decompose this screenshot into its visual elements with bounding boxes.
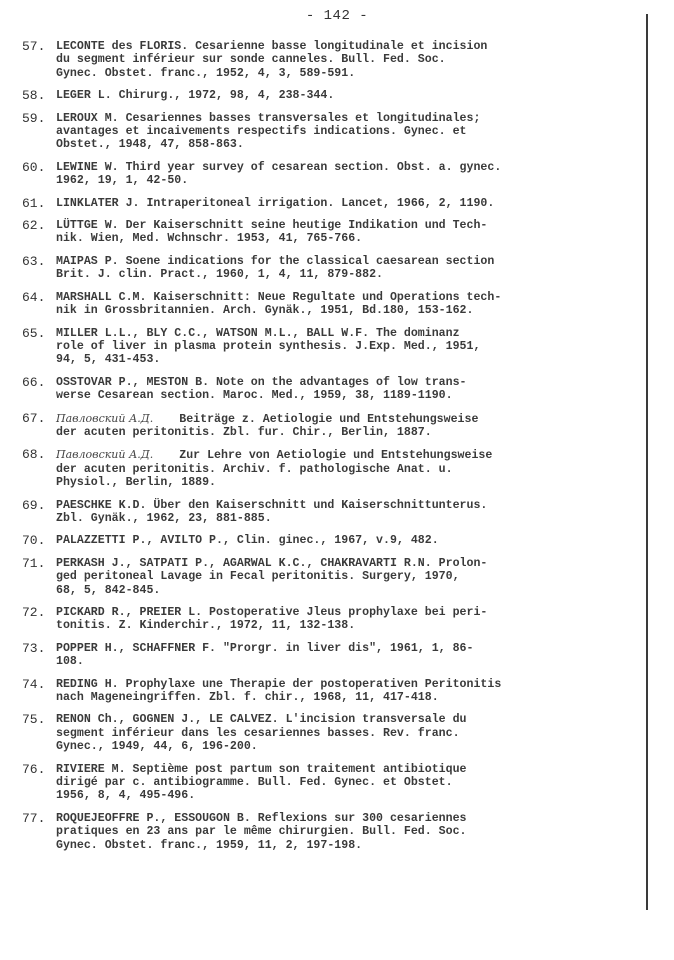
citation-text: LINKLATER J. Intraperitoneal irrigation. Lancet, 1966, 2, 1190.: [56, 196, 495, 210]
citation-text: REDING H. Prophylaxe une Therapie der postoperativen Peritonitis nach Mageneingriffen. Zbl. f. chir., 1968, 11, 417-418.: [56, 677, 502, 705]
entry-number: 77.: [22, 810, 46, 826]
entry-number: 65.: [22, 325, 46, 341]
citation-text: LEROUX M. Cesariennes basses transversales et longitudinales; avantages et incaivements respectifs indications. Gynec. et Obstet., 1948, 47, 858-863.: [56, 111, 481, 152]
handwritten-author: Павловский А.Д.: [56, 411, 154, 425]
entry-citation: [56, 112, 648, 152]
citation-text: MARSHALL C.M. Kaiserschnitt: Neue Regultate und Operations tech- nik in Grossbritannien. Arch. Gynäk., 1951, Bd.180, 153-162.: [56, 290, 502, 318]
citation-text: PERKASH J., SATPATI P., AGARWAL K.C., CHAKRAVARTI R.N. Prolon- ged peritoneal Lavage in Fecal peritonitis. Surgery, 1970, 68, 5, 842-845.: [56, 556, 488, 597]
bibliography-entry: [22, 219, 648, 246]
entry-number: 74.: [22, 676, 46, 692]
entry-number: 71.: [22, 555, 46, 571]
entry-citation: [56, 812, 648, 852]
entry-number: 73.: [22, 640, 46, 656]
bibliography-entry: [22, 606, 648, 633]
entry-citation: [56, 763, 648, 803]
bibliography-entry: [22, 557, 648, 597]
entry-number: 67.: [22, 410, 46, 426]
entry-number: 68.: [22, 447, 46, 463]
entry-citation: [56, 412, 648, 440]
bibliography-entry: [22, 255, 648, 282]
bibliography-entry: [22, 112, 648, 152]
citation-text: RENON Ch., GOGNEN J., LE CALVEZ. L'incision transversale du segment inférieur dans les cesariennes basses. Rev. franc. Gynec., 1949, 44, 6, 196-200.: [56, 713, 467, 754]
bibliography-list: [22, 40, 648, 861]
entry-number: 58.: [22, 88, 46, 104]
entry-number: 62.: [22, 218, 46, 234]
entry-citation: [56, 642, 648, 669]
handwritten-author: Павловский А.Д.: [56, 448, 154, 462]
citation-text: OSSTOVAR P., MESTON B. Note on the advantages of low trans- werse Cesarean section. Maroc. Med., 1959, 38, 1189-1190.: [56, 375, 467, 403]
entry-citation: [56, 89, 648, 102]
entry-citation: [56, 448, 648, 489]
entry-number: 69.: [22, 497, 46, 513]
entry-number: 60.: [22, 159, 46, 175]
entry-citation: [56, 678, 648, 705]
entry-number: 61.: [22, 195, 46, 211]
entry-citation: [56, 557, 648, 597]
entry-number: 59.: [22, 110, 46, 126]
entry-citation: [56, 219, 648, 246]
bibliography-entry: [22, 763, 648, 803]
entry-citation: [56, 327, 648, 367]
bibliography-entry: [22, 40, 648, 80]
citation-text: Zur Lehre von Aetiologie und Entstehungsweise der acuten peritonitis. Archiv. f. pathologische Anat. u. Physiol., Berlin, 1889.: [56, 449, 493, 490]
entry-citation: [56, 161, 648, 188]
entry-number: 57.: [22, 39, 46, 54]
entry-citation: [56, 291, 648, 318]
entry-number: 72.: [22, 605, 46, 620]
entry-citation: [56, 499, 648, 526]
citation-text: LÜTTGE W. Der Kaiserschnitt seine heutige Indikation und Tech- nik. Wien, Med. Wchnschr. 1953, 41, 765-766.: [56, 219, 488, 246]
citation-text: MILLER L.L., BLY C.C., WATSON M.L., BALL W.F. The dominanz role of liver in plasma protein synthesis. J.Exp. Med., 1951, 94, 5, 431-453.: [56, 326, 481, 367]
citation-text: LEGER L. Chirurg., 1972, 98, 4, 238-344.: [56, 89, 335, 103]
bibliography-entry: [22, 197, 648, 210]
entry-citation: [56, 713, 648, 753]
citation-text: PAESCHKE K.D. Über den Kaiserschnitt und Kaiserschnittunterus. Zbl. Gynäk., 1962, 23, 881-885.: [56, 498, 488, 525]
bibliography-entry: [22, 291, 648, 318]
entry-citation: [56, 376, 648, 403]
citation-text: LECONTE des FLORIS. Cesarienne basse longitudinale et incision du segment inférieur sur sonde canneles. Bull. Fed. Soc. Gynec. Obstet. franc., 1952, 4, 3, 589-591.: [56, 40, 488, 80]
bibliography-entry: [22, 161, 648, 188]
bibliography-entry: [22, 812, 648, 852]
bibliography-entry: [22, 89, 648, 102]
entry-number: 66.: [22, 374, 46, 390]
entry-citation: [56, 255, 648, 282]
citation-text: MAIPAS P. Soene indications for the classical caesarean section Brit. J. clin. Pract., 1960, 1, 4, 11, 879-882.: [56, 254, 495, 282]
entry-number: 63.: [22, 253, 46, 269]
citation-text: ROQUEJEOFFRE P., ESSOUGON B. Reflexions sur 300 cesariennes pratiques en 23 ans par le même chirurgien. Bull. Fed. Soc. Gynec. Obstet. franc., 1959, 11, 2, 197-198.: [56, 811, 467, 852]
bibliography-entry: [22, 499, 648, 526]
entry-number: 76.: [22, 761, 46, 777]
bibliography-entry: [22, 678, 648, 705]
citation-text: POPPER H., SCHAFFNER F. "Prorgr. in liver dis", 1961, 1, 86- 108.: [56, 641, 474, 669]
entry-citation: [56, 606, 648, 633]
citation-text: LEWINE W. Third year survey of cesarean section. Obst. a. gynec. 1962, 19, 1, 42-50.: [56, 160, 502, 188]
bibliography-entry: [22, 448, 648, 489]
entry-number: 64.: [22, 289, 46, 305]
bibliography-entry: [22, 376, 648, 403]
citation-text: RIVIERE M. Septième post partum son traitement antibiotique dirigé par c. antibiogramme. Bull. Fed. Gynec. et Obstet. 1956, 8, 4, 495-496.: [56, 762, 467, 803]
bibliography-entry: [22, 327, 648, 367]
citation-text: Beiträge z. Aetiologie und Entstehungsweise der acuten peritonitis. Zbl. fur. Chir., Berlin, 1887.: [56, 412, 479, 439]
entry-number: 70.: [22, 533, 46, 549]
citation-text: PALAZZETTI P., AVILTO P., Clin. ginec., 1967, v.9, 482.: [56, 534, 439, 548]
entry-citation: [56, 197, 648, 210]
bibliography-entry: [22, 713, 648, 753]
bibliography-entry: [22, 412, 648, 440]
bibliography-entry: [22, 534, 648, 547]
citation-text: PICKARD R., PREIER L. Postoperative Jleus prophylaxe bei peri- tonitis. Z. Kinderchir., 1972, 11, 132-138.: [56, 606, 488, 633]
entry-citation: [56, 40, 648, 80]
entry-citation: [56, 534, 648, 547]
entry-number: 75.: [22, 712, 46, 728]
bibliography-entry: [22, 642, 648, 669]
page-number: - 142 -: [305, 8, 369, 24]
